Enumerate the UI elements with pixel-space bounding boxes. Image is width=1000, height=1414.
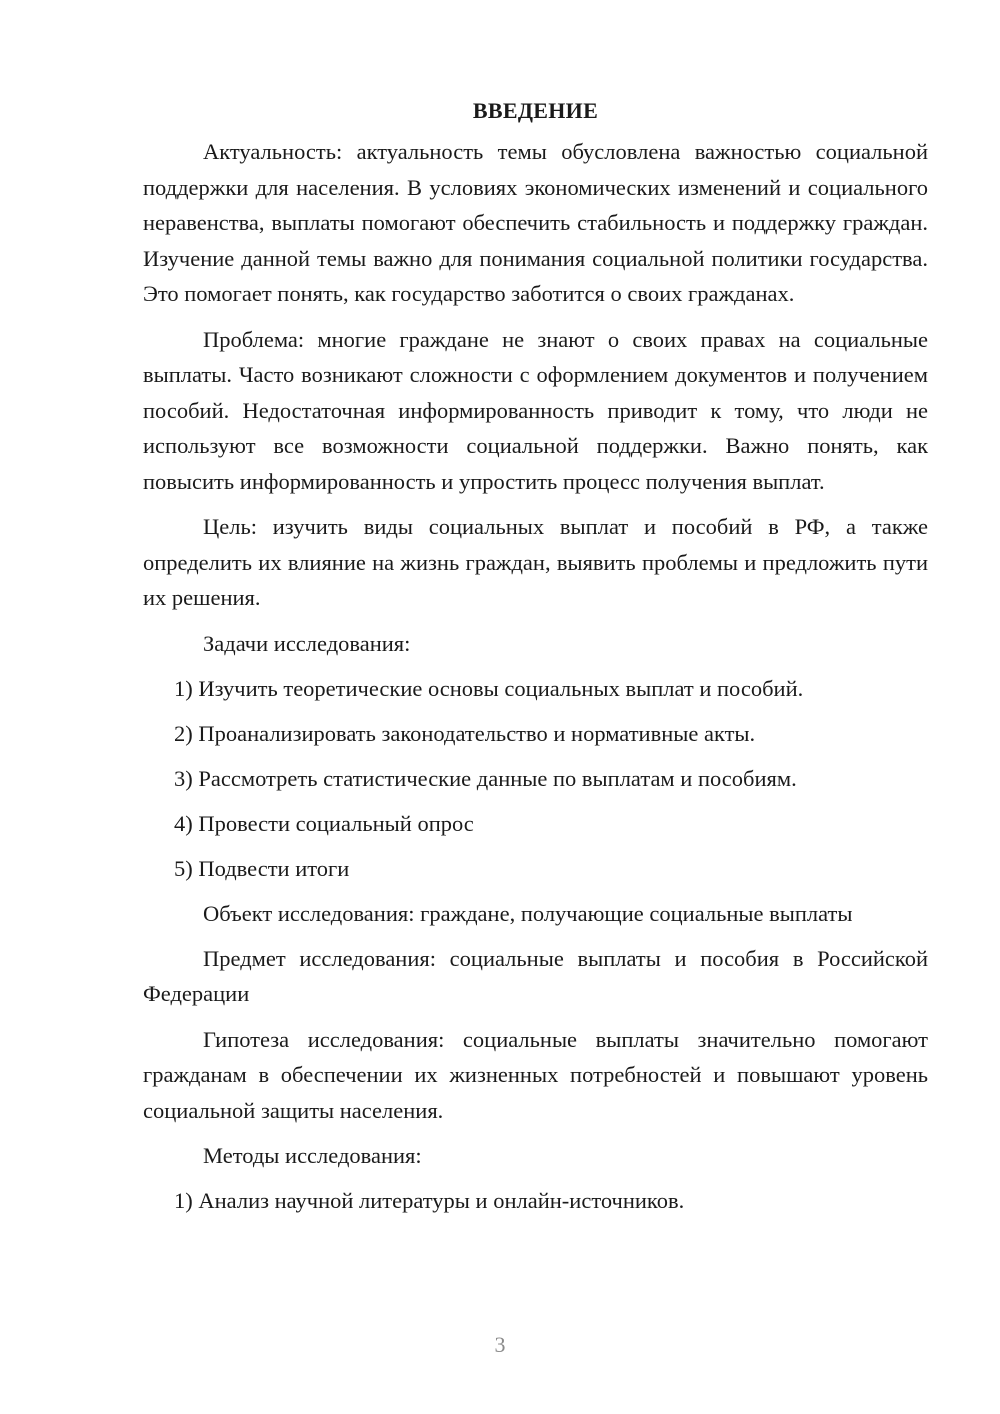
hypothesis-paragraph: Гипотеза исследования: социальные выплаты значительно помогают гражданам в обеспечении их жизненных потребностей и повышают уровень социальной защиты населения. (143, 1026, 928, 1123)
object-line: Объект исследования: граждане, получающие социальные выплаты (203, 900, 853, 926)
subject-paragraph: Предмет исследования: социальные выплаты и пособия в Российской Федерации (143, 945, 928, 1006)
document-page (143, 90, 928, 1228)
task-item-5: 5) Подвести итоги (174, 855, 350, 881)
task-item-4: 4) Провести социальный опрос (174, 810, 474, 836)
page-title: ВВЕДЕНИЕ (472, 98, 599, 123)
page-number: 3 (494, 1332, 506, 1357)
method-item-1: 1) Анализ научной литературы и онлайн-источников. (174, 1188, 685, 1213)
tasks-heading: Задачи исследования: (203, 630, 411, 656)
goal-paragraph: Цель: изучить виды социальных выплат и пособий в РФ, а также определить их влияние на жизнь граждан, выявить проблемы и предложить пути их решения. (143, 514, 928, 610)
problem-paragraph: Проблема: многие граждане не знают о своих правах на социальные выплаты. Часто возникают сложности с оформлением документов и получением пособий. Недостаточная информированность приводит к тому, что люди не используют все возможности социальной поддержки. Важно понять, как повысить информированность и упростить процесс получения выплат. (143, 326, 928, 494)
methods-heading: Методы исследования: (203, 1143, 422, 1168)
relevance-paragraph: Актуальность: актуальность темы обусловлена важностью социальной поддержки для населения. В условиях экономических изменений и социального неравенства, выплаты помогают обеспечить стабильность и поддержку граждан. Изучение данной темы важно для понимания социальной политики государства. Это помогает понять, как государство заботится о своих гражданах. (143, 139, 928, 306)
task-item-2: 2) Проанализировать законодательство и нормативные акты. (174, 720, 756, 746)
task-item-3: 3) Рассмотреть статистические данные по выплатам и пособиям. (174, 765, 797, 791)
task-item-1: 1) Изучить теоретические основы социальных выплат и пособий. (174, 675, 804, 701)
